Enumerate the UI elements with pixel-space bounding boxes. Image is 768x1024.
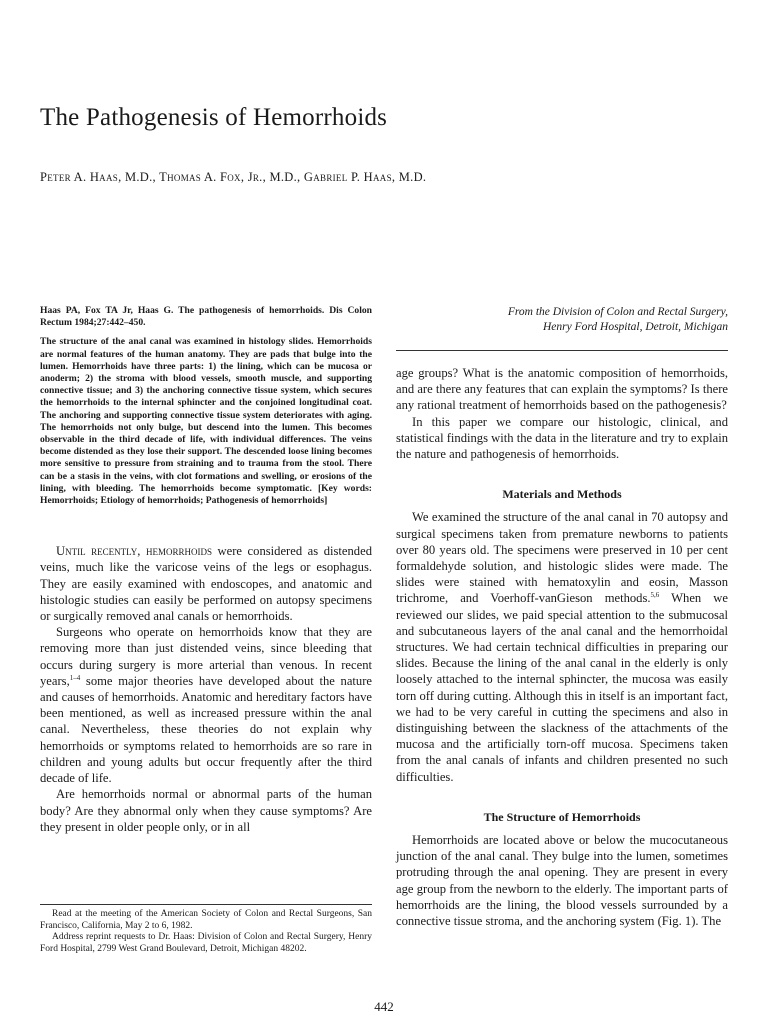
intro-paragraph-2 xyxy=(40,624,372,786)
intro-paragraph-2-text-a: Surgeons who operate on hemorrhoids know that they are removing more than just distended veins, since bleeding that occurs during surgery is more arterial than venous. In recent years, xyxy=(40,625,372,688)
introduction xyxy=(40,543,372,835)
methods-text-a: We examined the structure of the anal canal in 70 autopsy and surgical specimens taken from premature newborns to patients over 80 years old. The specimens were preserved in 10 per cent formaldehyde solution, and histologic slides were made. The slides were stained with hematoxylin and eosin, Masson trichrome, and Voerhoff-vanGieson methods. xyxy=(396,510,728,606)
methods-citation-superscript: 5,6 xyxy=(650,591,660,600)
structure-paragraph: Hemorrhoids are located above or below the mucocutaneous junction of the anal canal. They bulge into the lumen, sometimes protruding through the anal opening. They are present in every age group from the newborn to the elderly. The important parts of hemorrhoids are the lining, the blood vessels surrounded by a connective tissue stroma, and the anchoring system (Fig. 1). The xyxy=(396,833,728,929)
abstract-text: The structure of the anal canal was examined in histology slides. Hemorrhoids are normal features of the human anatomy. They are pads that bulge into the lumen. Hemorrhoids have three parts: 1) the lining, which can be mucosa or anoderm; 2) the stroma with blood vessels, smooth muscle, and supporting connective tissue; and 3) the anchoring connective tissue system, which secures the hemorrhoids to the internal sphincter and the conjoined longitudinal coat. The anchoring and supporting connective tissue system deteriorates with aging. The hemorrhoids not only bulge, but descend into the lumen. This becomes observable in the third decade of life, with individual differences. The veins become distended as they lose their support. The descended loose lining becomes more sensitive to pressure from straining and to trauma from the stool. There can be a stasis in the veins, with clot formations and swelling, or erosions of the lining, with bleeding. The hemorrhoids become symptomatic. [Key words: Hemorrhoids; Etiology of hemorrhoids; Pathogenesis of hemorrhoids] xyxy=(40,336,372,507)
methods-paragraph xyxy=(396,509,728,784)
affiliation-line-2: Henry Ford Hospital, Detroit, Michigan xyxy=(542,320,728,333)
intro-paragraph-3: Are hemorrhoids normal or abnormal parts of the human body? Are they abnormal only when they cause symptoms? Are they present in older people only, or in all xyxy=(40,787,372,834)
intro-lead-in: Until recently, hemorrhoids xyxy=(56,544,212,559)
footnote-reprint-address: Address reprint requests to Dr. Haas: Division of Colon and Rectal Surgery, Henry Ford Hospital, 2799 West Grand Boulevard, Detroit, Michigan 48202. xyxy=(40,932,372,954)
right-body xyxy=(396,365,728,929)
affiliation xyxy=(396,305,728,351)
footnote-meeting: Read at the meeting of the American Society of Colon and Rectal Surgeons, San Francisco, California, May 2 to 6, 1982. xyxy=(40,909,372,931)
continued-paragraph: age groups? What is the anatomic composition of hemorrhoids, and are there any features that can explain the symptoms? Is there any rational treatment of hemorrhoids based on the pathogenesis? xyxy=(396,366,728,413)
article-title: The Pathogenesis of Hemorrhoids xyxy=(40,104,388,131)
right-column xyxy=(396,305,728,929)
footnote xyxy=(40,904,372,955)
structure-heading: The Structure of Hemorrhoids xyxy=(483,809,641,824)
author-list: Peter A. Haas, M.D., Thomas A. Fox, Jr., M.D., Gabriel P. Haas, M.D. xyxy=(40,170,427,184)
left-column xyxy=(40,305,372,835)
abstract xyxy=(40,305,372,507)
intro-paragraph-1 xyxy=(40,543,372,624)
methods-text-b: When we reviewed our slides, we paid special attention to the submucosal and subcutaneous layers of the anal canal and the hemorrhoidal structures. We had certain technical difficulties in preparing our slides. Because the lining of the anal canal in the elderly is only loosely attached to the internal sphincter, the mucosa was easily torn off during cutting. Although this in itself is an important fact, we had to be very careful in cutting the specimens and also in distinguishing between the slackness of the attachments of the mucosa and the artificially torn-off mucosa. Specimens taken from the anal canals of infants and children presented no such difficulties. xyxy=(396,591,728,784)
abstract-citation: Haas PA, Fox TA Jr, Haas G. The pathogenesis of hemorrhoids. Dis Colon Rectum 1984;27:442–450. xyxy=(40,305,372,329)
methods-heading: Materials and Methods xyxy=(502,487,622,502)
intro-paragraph-1-text: were considered as distended veins, much like the varicose veins of the legs or esophagus. They are easily examined with endoscopes, and anatomic and histologic studies can easily be performed on autopsy specimens or surgically removed anal canals or hemorrhoids. xyxy=(40,544,372,624)
citation-superscript: 1–4 xyxy=(69,673,81,682)
affiliation-line-1: From the Division of Colon and Rectal Surgery, xyxy=(507,306,728,318)
paragraph-compare: In this paper we compare our histologic, clinical, and statistical findings with the data in the literature and try to explain the nature and pathogenesis of hemorrhoids. xyxy=(396,414,728,462)
intro-paragraph-2-text-b: some major theories have developed about the nature and causes of hemorrhoids. Anatomic and hereditary factors have been mentioned, as well as increased pressure within the anal canal. Nevertheless, these theories do not explain why hemorrhoids or symptoms related to hemorrhoids are so rare in children and young adults but occur frequently after the third decade of life. xyxy=(40,673,372,786)
page-number: 442 xyxy=(374,999,394,1014)
